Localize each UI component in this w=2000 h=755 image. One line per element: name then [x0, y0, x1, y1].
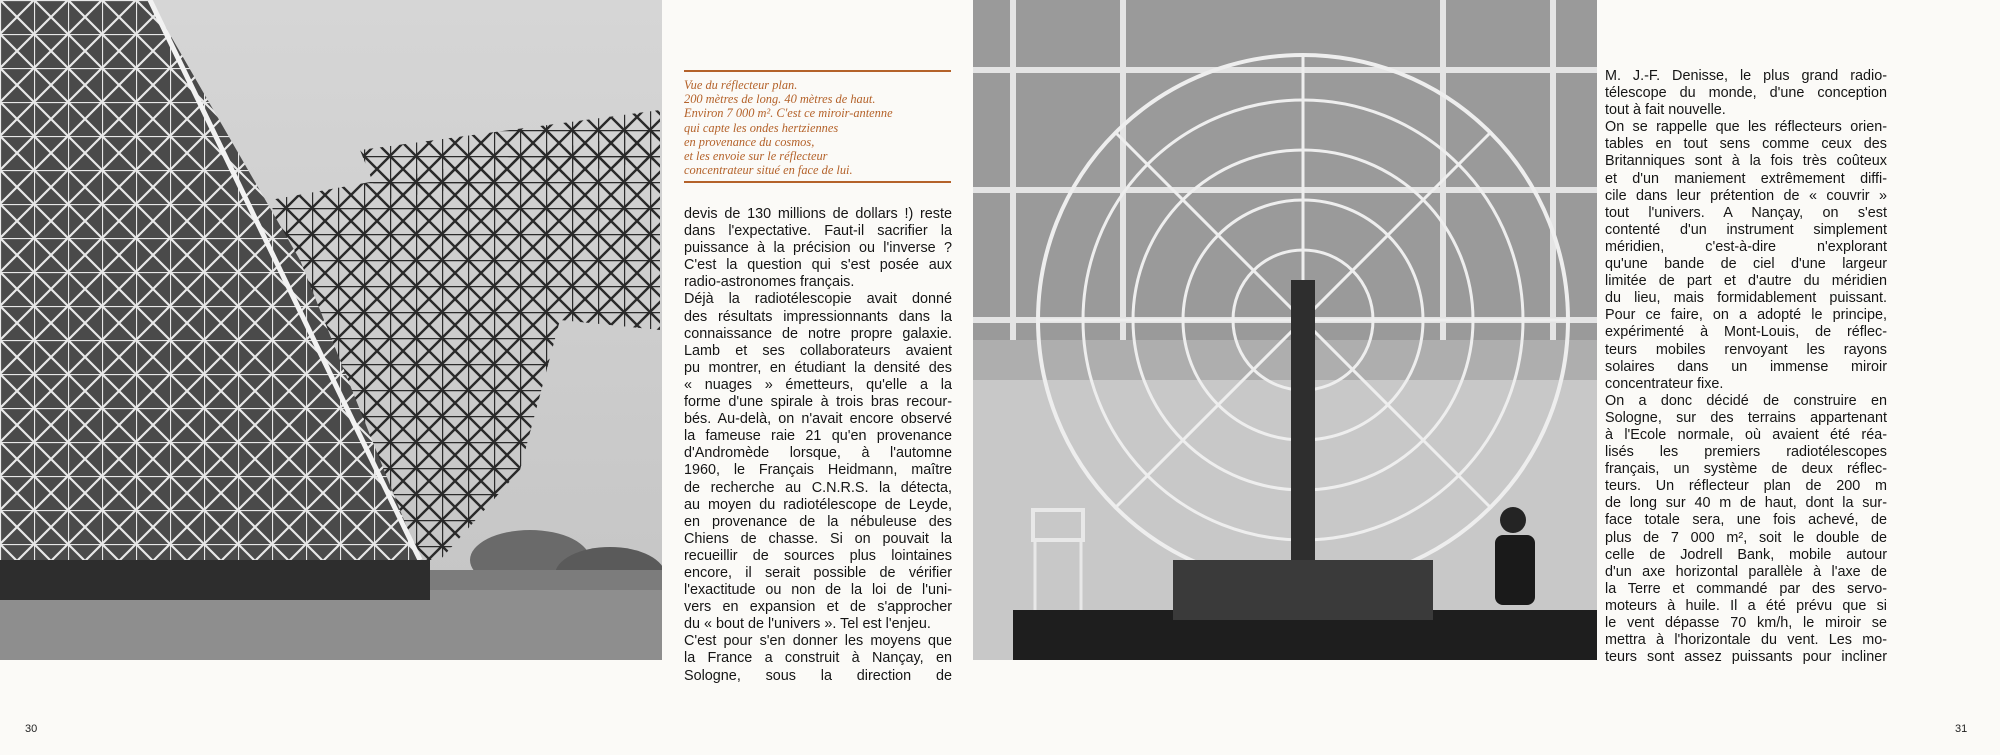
body-line: limitée de part et d'autre du méridien	[1605, 273, 1887, 290]
body-line: expérimenté à Mont-Louis, de réflec-	[1605, 324, 1887, 341]
body-line: la France a construit à Nançay, en	[684, 650, 952, 667]
caption-line: Environ 7 000 m². C'est ce miroir-antenne	[684, 106, 893, 121]
body-line: M. J.-F. Denisse, le plus grand radio-	[1605, 68, 1887, 84]
body-line: Pour ce faire, on a adopté le principe,	[1605, 307, 1887, 324]
body-line: de long sur 40 m de haut, dont la sur-	[1605, 495, 1887, 512]
body-line: du « bout de l'univers ». Tel est l'enjeu.	[684, 616, 931, 633]
text-column-middle	[684, 206, 952, 685]
body-line: connaissance de notre propre galaxie.	[684, 325, 952, 342]
body-line: C'est pour s'en donner les moyens que	[684, 633, 952, 650]
body-line: teurs sont assez puissants pour incliner	[1605, 649, 1887, 666]
body-line: cile dans leur prétention de « couvrir »	[1605, 187, 1887, 204]
caption-line: qui capte les ondes hertziennes	[684, 120, 839, 135]
body-line: forme d'une spirale à trois bras recour-	[684, 394, 952, 411]
body-line: le vent dépasse 70 km/h, le miroir se	[1605, 615, 1887, 631]
body-line: solaires dans un immense miroir	[1605, 358, 1887, 375]
body-line: la fameuse raie 21 qu'en provenance	[684, 428, 952, 445]
reflector-photo-drawing	[0, 0, 662, 660]
body-line: contenté d'un instrument simplement	[1605, 221, 1887, 238]
body-line: puissance à la précision ou l'inverse ?	[684, 240, 952, 257]
body-line: en provenance de la nébuleuse des	[684, 513, 952, 530]
body-line: On se rappelle que les réflecteurs orien-	[1605, 119, 1887, 136]
body-line: radio-astronomes français.	[684, 274, 855, 291]
body-line: français, un système de deux réflec-	[1605, 461, 1887, 478]
body-line: la Terre et commandé par des servo-	[1605, 580, 1887, 597]
body-line: Lamb et ses collaborateurs avaient	[684, 342, 952, 359]
text-column-right	[1605, 68, 1887, 666]
body-line: pu montrer, en étudiant la densité des	[684, 359, 952, 376]
body-line: Sologne, sous la direction de	[684, 667, 952, 684]
body-line: vers en expansion et de s'approcher	[684, 599, 952, 616]
body-line: On a donc décidé de construire en	[1605, 392, 1887, 409]
caption-line: 200 mètres de long. 40 mètres de haut.	[684, 92, 876, 107]
body-line: encore, il serait possible de vérifier	[684, 564, 952, 581]
caption-line: Vue du réflecteur plan.	[684, 78, 798, 92]
receiver-photo	[973, 0, 1597, 660]
receiver-photo-drawing	[973, 0, 1597, 660]
body-line: du lieu, mais formidablement puissant.	[1605, 290, 1887, 307]
body-line: dans l'expectative. Faut-il sacrifier la	[684, 223, 952, 240]
body-line: Chiens de chasse. Si on pouvait la	[684, 530, 952, 547]
body-line: d'un axe horizontal parallèle à l'axe de	[1605, 563, 1887, 580]
body-line: teurs mobiles renvoyant les rayons	[1605, 341, 1887, 358]
body-line: d'Andromède lorsque, à l'automne	[684, 445, 952, 462]
body-line: l'exactitude ou non de la loi de l'uni-	[684, 582, 952, 599]
caption-line: et les envoie sur le réflecteur	[684, 149, 828, 164]
page-number-left: 30	[25, 723, 38, 735]
body-line: celle de Jodrell Bank, mobile autour	[1605, 546, 1887, 563]
body-line: Britanniques sont à la fois très coûteux	[1605, 153, 1887, 170]
body-line: concentrateur fixe.	[1605, 375, 1724, 392]
body-line: face totale sera, une fois achevé, de	[1605, 512, 1887, 529]
body-line: teurs. Un réflecteur plan de 200 m	[1605, 478, 1887, 495]
body-line: bés. Au-delà, on n'avait encore observé	[684, 411, 952, 428]
body-line: des résultats impressionnants dans la	[684, 308, 952, 325]
body-line: lisés les premiers radiotélescopes	[1605, 444, 1887, 461]
body-line: à l'Ecole normale, où avaient été réa-	[1605, 426, 1887, 443]
body-line: et d'un maniement extrêmement diffi-	[1605, 170, 1887, 187]
caption-line: concentrateur situé en face de lui.	[684, 163, 853, 178]
caption-line: en provenance du cosmos,	[684, 134, 815, 149]
body-line: au moyen du radiotélescope de Leyde,	[684, 496, 952, 513]
body-line: Déjà la radiotélescopie avait donné	[684, 291, 952, 308]
body-line: tables en tout sens comme ceux des	[1605, 136, 1887, 153]
body-line: télescope du monde, d'une conception	[1605, 85, 1887, 102]
body-line: plus de 7 000 m², soit le double de	[1605, 529, 1887, 546]
photo-caption	[684, 70, 951, 183]
body-line: « nuages » émetteurs, qu'elle a la	[684, 376, 952, 393]
body-line: moteurs à huile. Il a été prévu que si	[1605, 597, 1887, 614]
body-line: Sologne, sur des terrains appartenant	[1605, 409, 1887, 426]
body-line: tout l'univers. A Nançay, on s'est	[1605, 204, 1887, 221]
body-line: méridien, c'est-à-dire n'explorant	[1605, 238, 1887, 255]
body-line: qu'une bande de ciel d'une largeur	[1605, 256, 1887, 273]
body-line: recueillir de sources plus lointaines	[684, 547, 952, 564]
body-line: C'est la question qui s'est posée aux	[684, 257, 952, 274]
body-line: de recherche au C.N.R.S. la détecta,	[684, 479, 952, 496]
reflector-photo	[0, 0, 662, 660]
body-line: mettra à l'horizontale du vent. Les mo-	[1605, 632, 1887, 649]
body-line: devis de 130 millions de dollars !) reste	[684, 206, 952, 222]
page-number-right: 31	[1955, 723, 1968, 735]
body-line: tout à fait nouvelle.	[1605, 102, 1726, 119]
body-line: 1960, le Français Heidmann, maître	[684, 462, 952, 479]
